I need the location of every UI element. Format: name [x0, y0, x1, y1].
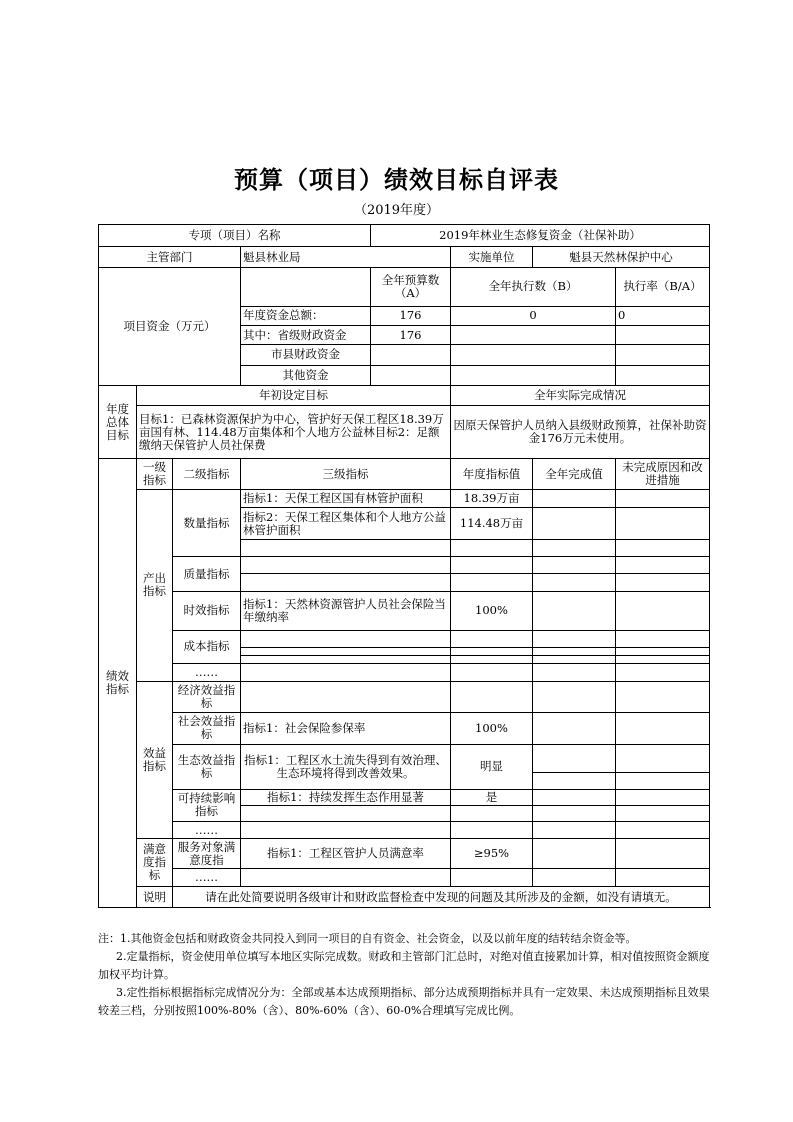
- funds-col-exec: 全年执行数（B）: [451, 267, 616, 306]
- header-done-value: 全年完成值: [533, 459, 616, 490]
- empty-cell: [533, 789, 616, 805]
- impl-unit-label: 实施单位: [451, 247, 533, 267]
- empty-cell: [533, 664, 616, 681]
- header-annual-value: 年度指标值: [451, 459, 533, 490]
- empty-cell: [616, 681, 710, 713]
- indicator-value: 明显: [451, 744, 533, 789]
- empty-cell: [533, 656, 616, 664]
- funds-row-budget: [371, 345, 451, 365]
- empty-cell: [451, 630, 533, 647]
- empty-cell: [616, 656, 710, 664]
- remark-label: 说明: [137, 887, 173, 908]
- footnote-1: 注：1.其他资金包括和财政资金共同投入到同一项目的自有资金、社会资金，以及以前年度的结转结余资金等。: [98, 932, 637, 945]
- project-name-value: 2019年林业生态修复资金（社保补助）: [371, 225, 710, 247]
- goal-actual-text: 因原天保管护人员纳入县级财政预算，社保补助资金176万元未使用。: [451, 406, 710, 459]
- self-evaluation-table: [98, 224, 710, 908]
- funds-row-exec: 0: [451, 306, 616, 325]
- empty-cell: [533, 539, 616, 556]
- empty-cell: [533, 630, 616, 647]
- empty-cell: [241, 573, 451, 591]
- empty-cell: [533, 839, 616, 869]
- indicator-value: 100%: [451, 591, 533, 630]
- empty-cell: [533, 647, 616, 655]
- funds-row-budget: 176: [371, 306, 451, 325]
- footnote-3: 3.定性指标根据指标完成情况分为：全部或基本达成预期指标、部分达成预期指标并具有一定效果、未达成预期指标且效果较差三档，分别按照100%-80%（含）、80%-60%（含）、60-0%合理填写完成比例。: [98, 986, 710, 1017]
- empty-cell: [616, 822, 710, 839]
- indicator-value: 18.39万亩: [451, 489, 533, 507]
- service-satisfaction-label: 服务对象满意度指: [173, 839, 241, 869]
- funds-row-exec: [451, 365, 616, 385]
- empty-cell: [241, 656, 451, 664]
- empty-cell: [533, 822, 616, 839]
- funds-row-label: 其他资金: [241, 365, 371, 385]
- footnote-2: 2.定量指标，资金使用单位填写本地区实际完成数。财政和主管部门汇总时，对绝对值直接累加计算，相对值按照资金额度加权平均计算。: [98, 950, 710, 981]
- empty-cell: [616, 869, 710, 887]
- social-benefit-label: 社会效益指标: [173, 713, 241, 745]
- funds-header-blank: [241, 267, 371, 306]
- empty-cell: [616, 744, 710, 773]
- satisfaction-indicator-label: 满意度指标: [137, 839, 173, 887]
- ellipsis-row: ……: [173, 664, 241, 681]
- empty-cell: [451, 869, 533, 887]
- empty-cell: [241, 664, 451, 681]
- cost-indicator-label: 成本指标: [173, 630, 241, 664]
- indicator-text: 指标1：天保工程区国有林管护面积: [241, 489, 451, 507]
- funds-row-rate: [616, 345, 710, 365]
- indicator-text: 指标1：社会保险参保率: [241, 713, 451, 745]
- empty-cell: [451, 573, 533, 591]
- funds-row-exec: [451, 345, 616, 365]
- empty-cell: [533, 573, 616, 591]
- empty-cell: [616, 630, 710, 647]
- empty-cell: [616, 557, 710, 573]
- empty-cell: [533, 591, 616, 630]
- indicator-text: 指标1：天然林资源管护人员社会保险当年缴纳率: [241, 591, 451, 630]
- goal-target-text: 目标1：已森林资源保护为中心，管护好天保工程区18.39万亩国有林、114.48万亩集体和个人地方公益林目标2：足额缴纳天保管护人员社保费: [137, 406, 451, 459]
- empty-cell: [616, 539, 710, 556]
- empty-cell: [533, 744, 616, 773]
- dept-label: 主管部门: [99, 247, 241, 267]
- indicator-text: 指标1：工程区水土流失得到有效治理、生态环境将得到改善效果。: [241, 744, 451, 789]
- header-reason: 未完成原因和改进措施: [616, 459, 710, 490]
- empty-cell: [241, 869, 451, 887]
- empty-cell: [533, 805, 616, 821]
- footnotes: [98, 930, 714, 1020]
- indicator-value: 100%: [451, 713, 533, 745]
- dept-value: 魁县林业局: [241, 247, 451, 267]
- empty-cell: [533, 557, 616, 573]
- output-indicator-label: 产出指标: [137, 489, 173, 681]
- funds-row-label: 年度资金总额：: [241, 306, 371, 325]
- empty-cell: [616, 789, 710, 805]
- timeliness-indicator-label: 时效指标: [173, 591, 241, 630]
- empty-cell: [616, 713, 710, 745]
- funds-col-budget: 全年预算数（A）: [371, 267, 451, 306]
- page-title: 预算（项目）绩效目标自评表: [234, 165, 559, 194]
- perf-indicator-label: 绩效指标: [99, 459, 137, 908]
- eco-benefit-label: 生态效益指标: [173, 744, 241, 789]
- empty-cell: [616, 489, 710, 507]
- funds-row-label: 市县财政资金: [241, 345, 371, 365]
- funds-row-rate: [616, 325, 710, 344]
- benefit-indicator-label: 效益指标: [137, 681, 173, 839]
- indicator-text: 指标1：持续发挥生态作用显著: [241, 789, 451, 805]
- sustain-impact-label: 可持续影响指标: [173, 789, 241, 822]
- goal-target-header: 年初设定目标: [137, 386, 451, 406]
- empty-cell: [616, 664, 710, 681]
- empty-cell: [616, 591, 710, 630]
- indicator-value: ≥95%: [451, 839, 533, 869]
- empty-cell: [616, 805, 710, 821]
- empty-cell: [451, 656, 533, 664]
- empty-cell: [533, 489, 616, 507]
- empty-cell: [241, 681, 451, 713]
- empty-cell: [616, 508, 710, 540]
- empty-cell: [533, 713, 616, 745]
- empty-cell: [241, 822, 451, 839]
- indicator-value: 是: [451, 789, 533, 805]
- empty-cell: [616, 647, 710, 655]
- funds-col-rate: 执行率（B/A）: [616, 267, 710, 306]
- economic-benefit-label: 经济效益指标: [173, 681, 241, 713]
- empty-cell: [616, 773, 710, 789]
- ellipsis-row: ……: [173, 822, 241, 839]
- quality-indicator-label: 质量指标: [173, 557, 241, 592]
- report-year: （2019年度）: [353, 203, 440, 218]
- ellipsis-row: ……: [173, 869, 241, 887]
- funds-row-exec: [451, 325, 616, 344]
- indicator-value: 114.48万亩: [451, 508, 533, 540]
- funds-label: 项目资金（万元）: [99, 267, 241, 385]
- funds-row-rate: [616, 365, 710, 385]
- empty-cell: [616, 839, 710, 869]
- funds-row-budget: 176: [371, 325, 451, 344]
- header-level1: 一级指标: [137, 459, 173, 490]
- empty-cell: [241, 539, 451, 556]
- indicator-text: 指标2：天保工程区集体和个人地方公益林管护面积: [241, 508, 451, 540]
- remark-text: 请在此处简要说明各级审计和财政监督检查中发现的问题及其所涉及的金额，如没有请填无。: [173, 887, 710, 908]
- header-level3: 三级指标: [241, 459, 451, 490]
- empty-cell: [533, 869, 616, 887]
- impl-unit-value: 魁县天然林保护中心: [533, 247, 710, 267]
- empty-cell: [451, 822, 533, 839]
- empty-cell: [241, 557, 451, 573]
- empty-cell: [451, 805, 533, 821]
- funds-row-label: 其中：省级财政资金: [241, 325, 371, 344]
- empty-cell: [533, 508, 616, 540]
- funds-row-budget: [371, 365, 451, 385]
- empty-cell: [616, 573, 710, 591]
- funds-row-rate: 0: [616, 306, 710, 325]
- empty-cell: [241, 647, 451, 655]
- empty-cell: [451, 557, 533, 573]
- empty-cell: [533, 681, 616, 713]
- empty-cell: [451, 539, 533, 556]
- empty-cell: [533, 773, 616, 789]
- empty-cell: [451, 664, 533, 681]
- empty-cell: [241, 805, 451, 821]
- empty-cell: [451, 647, 533, 655]
- empty-cell: [451, 681, 533, 713]
- empty-cell: [241, 630, 451, 647]
- goal-actual-header: 全年实际完成情况: [451, 386, 710, 406]
- indicator-text: 指标1：工程区管护人员满意率: [241, 839, 451, 869]
- quantity-indicator-label: 数量指标: [173, 489, 241, 556]
- overall-goal-label: 年度总体目标: [99, 386, 137, 459]
- header-level2: 二级指标: [173, 459, 241, 490]
- project-name-label: 专项（项目）名称: [99, 225, 371, 247]
